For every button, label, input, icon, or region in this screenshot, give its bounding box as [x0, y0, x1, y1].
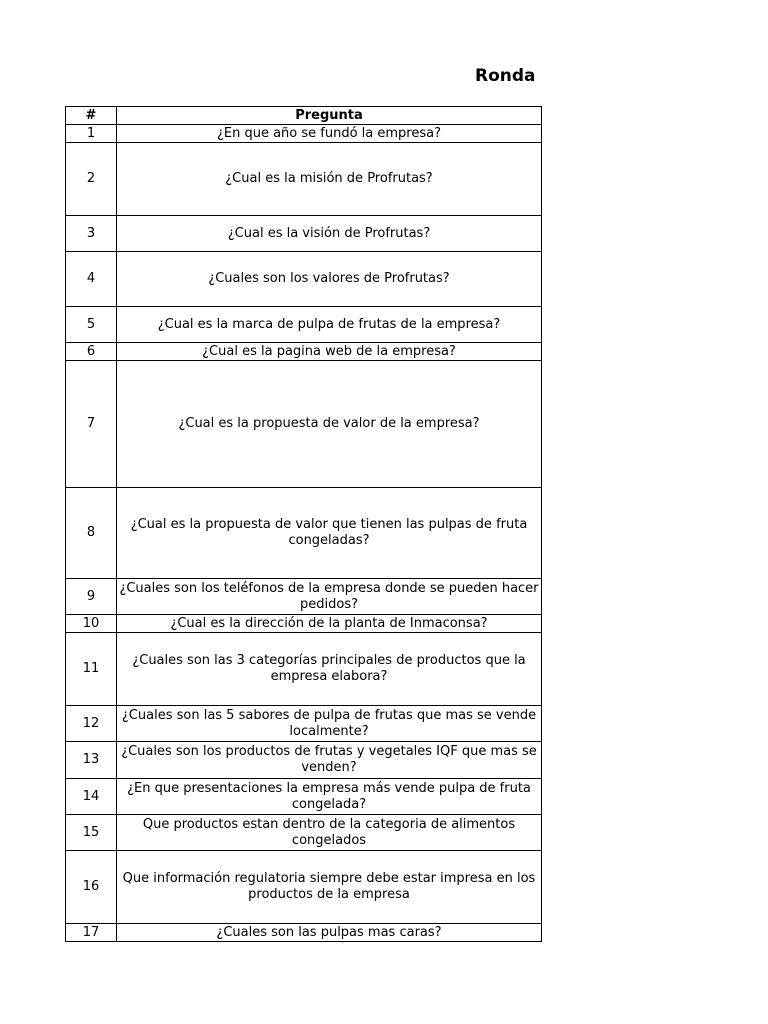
- table-row: [66, 615, 542, 633]
- row-number: 11: [66, 633, 117, 706]
- header-number: #: [66, 107, 117, 125]
- table-row: [66, 742, 542, 779]
- table-row: [66, 851, 542, 924]
- row-question: ¿En que año se fundó la empresa?: [117, 125, 542, 143]
- row-question: ¿En que presentaciones la empresa más vende pulpa de fruta congelada?: [117, 779, 542, 815]
- table-row: [66, 361, 542, 488]
- questions-table: [65, 106, 542, 942]
- header-question: Pregunta: [117, 107, 542, 125]
- row-number: 2: [66, 143, 117, 216]
- row-question: ¿Cuales son las 5 sabores de pulpa de frutas que mas se vende localmente?: [117, 706, 542, 742]
- row-question: ¿Cual es la propuesta de valor de la empresa?: [117, 361, 542, 488]
- row-question: Que información regulatoria siempre debe estar impresa en los productos de la empresa: [117, 851, 542, 924]
- table-row: [66, 815, 542, 851]
- row-question: ¿Cual es la dirección de la planta de Inmaconsa?: [117, 615, 542, 633]
- row-question: ¿Cual es la visión de Profrutas?: [117, 216, 542, 252]
- row-question: ¿Cuales son las pulpas mas caras?: [117, 924, 542, 942]
- table-row: [66, 579, 542, 615]
- table-header-row: [66, 107, 542, 125]
- row-question: ¿Cuales son los teléfonos de la empresa donde se pueden hacer pedidos?: [117, 579, 542, 615]
- page-title: Ronda: [475, 66, 536, 86]
- row-number: 9: [66, 579, 117, 615]
- row-number: 10: [66, 615, 117, 633]
- table-row: [66, 706, 542, 742]
- row-question: ¿Cual es la misión de Profrutas?: [117, 143, 542, 216]
- table-row: [66, 779, 542, 815]
- table-row: [66, 633, 542, 706]
- table-row: [66, 307, 542, 343]
- row-question: ¿Cual es la propuesta de valor que tienen las pulpas de fruta congeladas?: [117, 488, 542, 579]
- row-number: 8: [66, 488, 117, 579]
- row-number: 5: [66, 307, 117, 343]
- table-row: [66, 125, 542, 143]
- row-number: 13: [66, 742, 117, 779]
- row-question: ¿Cuales son las 3 categorías principales de productos que la empresa elabora?: [117, 633, 542, 706]
- table-row: [66, 343, 542, 361]
- row-question: ¿Cuales son los valores de Profrutas?: [117, 252, 542, 307]
- row-number: 16: [66, 851, 117, 924]
- table-row: [66, 216, 542, 252]
- row-number: 15: [66, 815, 117, 851]
- row-number: 3: [66, 216, 117, 252]
- row-question: ¿Cuales son los productos de frutas y vegetales IQF que mas se venden?: [117, 742, 542, 779]
- row-number: 17: [66, 924, 117, 942]
- row-number: 1: [66, 125, 117, 143]
- table-row: [66, 924, 542, 942]
- table-row: [66, 252, 542, 307]
- row-number: 14: [66, 779, 117, 815]
- row-number: 7: [66, 361, 117, 488]
- table-row: [66, 143, 542, 216]
- row-number: 6: [66, 343, 117, 361]
- row-number: 4: [66, 252, 117, 307]
- row-question: Que productos estan dentro de la categoria de alimentos congelados: [117, 815, 542, 851]
- row-number: 12: [66, 706, 117, 742]
- row-question: ¿Cual es la pagina web de la empresa?: [117, 343, 542, 361]
- table-row: [66, 488, 542, 579]
- row-question: ¿Cual es la marca de pulpa de frutas de la empresa?: [117, 307, 542, 343]
